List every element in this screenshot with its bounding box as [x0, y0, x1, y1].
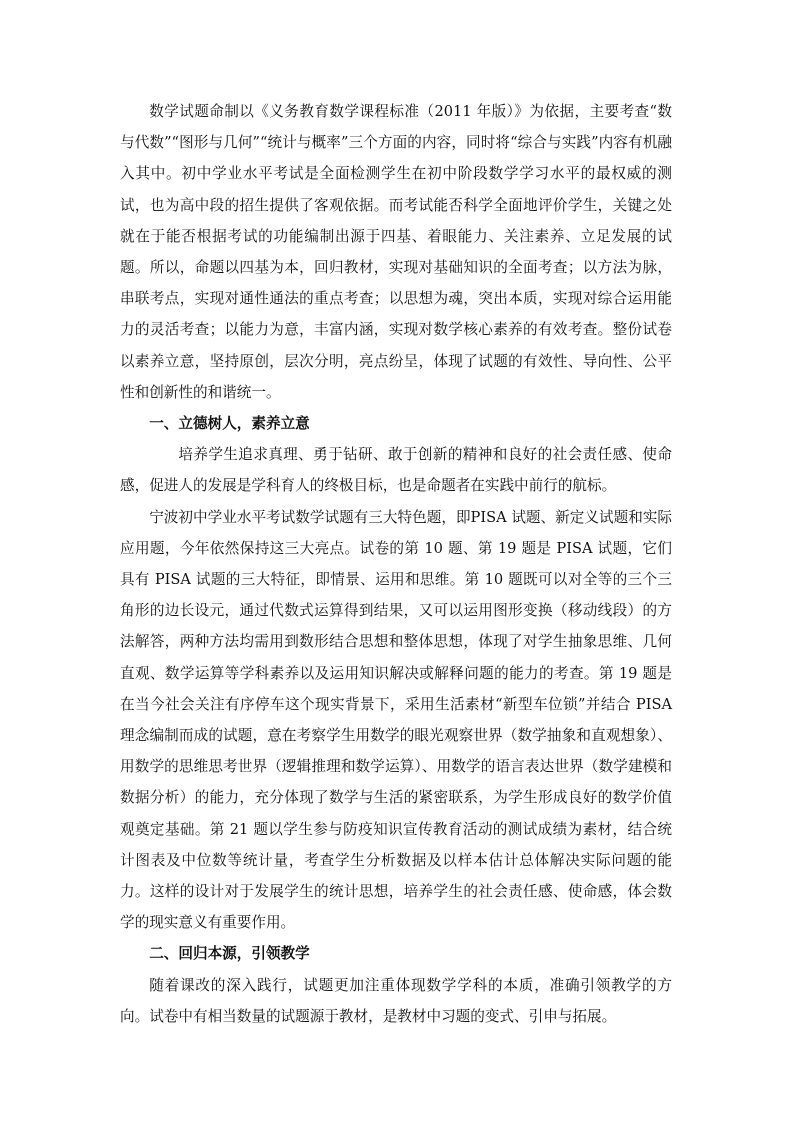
section1-paragraph-1: 培养学生追求真理、勇于钻研、敢于创新的精神和良好的社会责任感、使命感，促进人的发展是学科育人的终极目标，也是命题者在实践中前行的航标。: [120, 446, 672, 495]
section1-paragraph-2: 宁波初中学业水平考试数学试题有三大特色题，即PISA 试题、新定义试题和实际应用题，今年依然保持这三大亮点。试卷的第 10 题、第 19 题是 PISA 试题，它们具有 PISA 试题的三大特征，即情景、运用和思维。第 10 题既可以对全等的三个三角形的边长设元，通过代数式运算得到结果，又可以运用图形变换（移动线段）的方法解答，两种方法均需用到数形结合思想和整体思想，体现了对学生抽象思维、几何直观、数学运算等学科素养以及运用知识解决或解释问题的能力的考查。第 19 题是在当今社会关注有序停车这个现实背景下，采用生活素材“新型车位锁”并结合 PISA 理念编制而成的试题，意在考察学生用数学的眼光观察世界（数学抽象和直观想象）、用数学的思维思考世界（逻辑推理和数学运算）、用数学的语言表达世界（数学建模和数据分析）的能力，充分体现了数学与生活的紧密联系，为学生形成良好的数学价值观奠定基础。第 21 题以学生参与防疫知识宣传教育活动的测试成绩为素材，结合统计图表及中位数等统计量，考查学生分析数据及以样本估计总体解决实际问题的能力。这样的设计对于发展学生的统计思想，培养学生的社会责任感、使命感，体会数学的现实意义有重要作用。: [120, 508, 672, 932]
section2-paragraph-1: 随着课改的深入践行，试题更加注重体现数学学科的本质，准确引领教学的方向。试卷中有相当数量的试题源于教材，是教材中习题的变式、引申与拓展。: [120, 976, 672, 1025]
section-heading-2: 二、回归本源，引领教学: [149, 945, 310, 963]
document-body: [120, 96, 672, 1032]
intro-paragraph: 数学试题命制以《义务教育数学课程标准（2011 年版）》为依据，主要考查“数与代数”“图形与几何”“统计与概率”三个方面的内容，同时将“综合与实践”内容有机融入其中。初中学业水平考试是全面检测学生在初中阶段数学学习水平的最权威的测试，也为高中段的招生提供了客观依据。而考试能否科学全面地评价学生，关键之处就在于能否根据考试的功能编制出源于四基、着眼能力、关注素养、立足发展的试题。所以，命题以四基为本，回归教材，实现对基础知识的全面考查；以方法为脉，串联考点，实现对通性通法的重点考查；以思想为魂，突出本质，实现对综合运用能力的灵活考查；以能力为意，丰富内涵，实现对数学核心素养的有效考查。整份试卷以素养立意，坚持原创，层次分明，亮点纷呈，体现了试题的有效性、导向性、公平性和创新性的和谐统一。: [120, 103, 672, 401]
section-heading-1: 一、立德树人，素养立意: [149, 415, 310, 433]
